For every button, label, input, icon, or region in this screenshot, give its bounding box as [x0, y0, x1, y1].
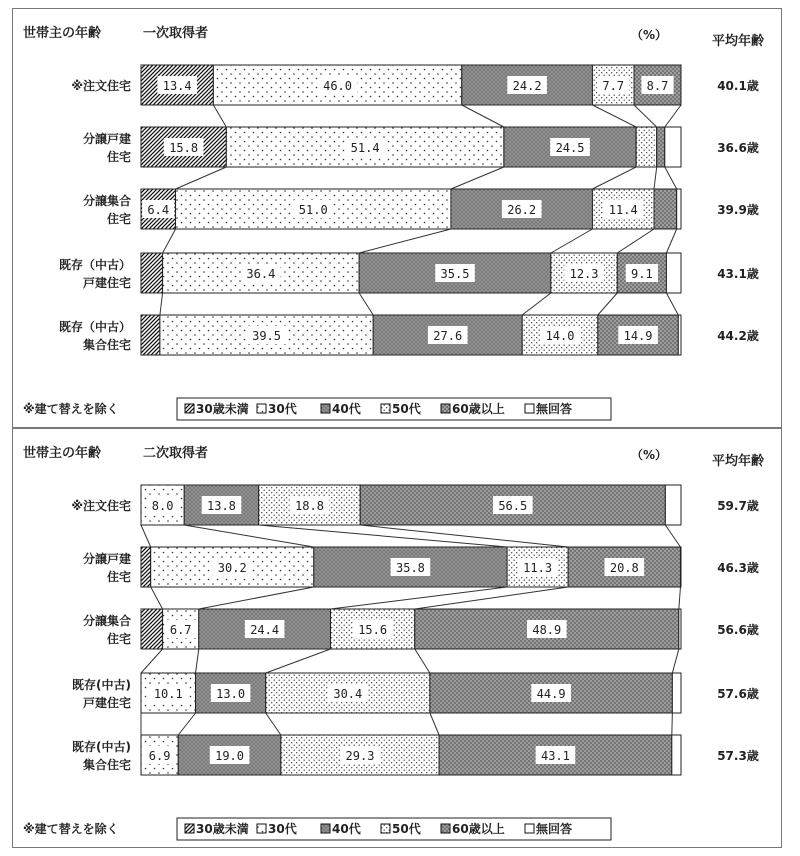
connector-line	[672, 649, 678, 673]
category-label: ※注文住宅	[71, 79, 131, 93]
avg-age-value: 59.7歳	[717, 499, 759, 513]
legend-label: 50代	[392, 402, 421, 416]
connector-line	[430, 713, 439, 735]
avg-age-value: 43.1歳	[717, 267, 759, 281]
legend-swatch-noanswer	[525, 824, 534, 833]
value-label: 7.7	[602, 79, 625, 93]
connector-line	[359, 293, 373, 315]
avg-age-value: 40.1歳	[717, 79, 759, 93]
legend-label: 30歳未満	[196, 402, 249, 416]
legend-swatch-60plus	[441, 404, 450, 413]
value-label: 10.1	[153, 687, 183, 701]
unit-label: （%）	[630, 448, 668, 462]
avg-age-value: 56.6歳	[717, 623, 759, 637]
avg-age-value: 57.3歳	[717, 749, 759, 763]
legend-swatch-50s	[381, 824, 390, 833]
value-label: 14.9	[623, 329, 653, 343]
value-label: 35.5	[440, 267, 470, 281]
value-label: 13.0	[216, 687, 246, 701]
avg-age-value: 39.9歳	[717, 203, 759, 217]
legend-swatch-60plus	[441, 824, 450, 833]
legend-label: 30代	[268, 402, 297, 416]
value-label: 24.5	[555, 141, 585, 155]
value-label: 30.4	[333, 687, 363, 701]
segment-noanswer	[680, 547, 681, 587]
category-label: 住宅	[106, 632, 131, 646]
category-label: 既存（中古）	[58, 320, 131, 334]
category-label: 分譲集合	[82, 194, 131, 208]
category-label: 既存(中古)	[72, 740, 131, 754]
legend-swatch-50s	[381, 404, 390, 413]
avg-age-value: 36.6歳	[717, 141, 759, 155]
value-label: 20.8	[609, 561, 639, 575]
legend-label: 30代	[268, 822, 297, 836]
category-label: ※注文住宅	[71, 499, 131, 513]
category-label: 住宅	[106, 570, 131, 584]
connector-line	[359, 229, 451, 253]
legend-swatch-under30	[185, 404, 194, 413]
segment-noanswer	[665, 485, 681, 525]
connector-line	[462, 105, 504, 127]
segment-60plus	[657, 127, 665, 167]
category-label: 戸建住宅	[82, 696, 131, 710]
value-label: 6.7	[169, 623, 192, 637]
connector-line	[360, 525, 568, 547]
segment-under30	[141, 609, 163, 649]
avg-age-value: 46.3歳	[717, 561, 759, 575]
chart-title: 一次取得者	[143, 26, 209, 41]
value-label: 15.6	[358, 623, 388, 637]
value-label: 15.8	[169, 141, 199, 155]
category-label: 分譲集合	[82, 614, 131, 628]
connector-line	[151, 587, 163, 609]
value-label: 36.4	[246, 267, 276, 281]
connector-line	[266, 713, 281, 735]
segment-noanswer	[672, 735, 681, 775]
connector-line	[592, 167, 636, 189]
value-label: 24.4	[250, 623, 280, 637]
chart-svg-second-time-buyers	[13, 429, 783, 849]
legend-swatch-30s	[257, 404, 266, 413]
connector-line	[634, 105, 657, 127]
footnote: ※建て替えを除く	[23, 822, 119, 836]
value-label: 39.5	[252, 329, 282, 343]
value-label: 51.0	[298, 203, 328, 217]
connector-line	[331, 587, 508, 609]
connector-line	[672, 713, 673, 735]
category-label: 住宅	[106, 150, 131, 164]
connector-line	[213, 105, 226, 127]
connector-line	[160, 293, 163, 315]
segment-noanswer	[677, 189, 681, 229]
legend-label: 無回答	[536, 822, 573, 836]
value-label: 13.8	[207, 499, 236, 513]
value-label: 30.2	[217, 561, 247, 575]
value-label: 6.9	[148, 749, 171, 763]
value-label: 46.0	[323, 79, 353, 93]
value-label: 44.9	[536, 687, 566, 701]
value-label: 11.3	[523, 561, 553, 575]
value-label: 56.5	[498, 499, 528, 513]
value-label: 13.4	[162, 79, 192, 93]
connector-line	[598, 293, 617, 315]
chart-title-left: 世帯主の年齢	[23, 26, 102, 41]
connector-line	[665, 105, 681, 127]
category-label: 住宅	[106, 212, 131, 226]
avg-age-value: 44.2歳	[717, 329, 759, 343]
legend-swatch-40s	[321, 404, 330, 413]
legend-label: 40代	[332, 402, 361, 416]
value-label: 24.2	[512, 79, 542, 93]
connector-line	[592, 105, 636, 127]
connector-line	[666, 293, 678, 315]
connector-line	[654, 167, 657, 189]
connector-line	[665, 167, 677, 189]
chart-panel-second-time-buyers	[12, 428, 782, 848]
value-label: 26.2	[507, 203, 537, 217]
category-label: 既存(中古)	[72, 678, 131, 692]
avg-age-value: 57.6歳	[717, 687, 759, 701]
connector-line	[141, 525, 151, 547]
category-label: 集合住宅	[82, 338, 131, 352]
value-label: 48.9	[532, 623, 562, 637]
legend-label: 40代	[332, 822, 361, 836]
segment-under30	[141, 547, 151, 587]
segment-noanswer	[679, 609, 681, 649]
legend-swatch-30s	[257, 824, 266, 833]
connector-line	[451, 167, 504, 189]
segment-noanswer	[678, 315, 681, 355]
avg-age-header: 平均年齢	[711, 34, 765, 49]
chart-title-left: 世帯主の年齢	[23, 446, 102, 461]
segment-50s	[636, 127, 657, 167]
value-label: 27.6	[433, 329, 463, 343]
category-label: 既存（中古）	[58, 258, 131, 272]
chart-panel-first-time-buyers	[12, 8, 782, 428]
connector-line	[522, 293, 551, 315]
segment-noanswer	[665, 127, 681, 167]
chart-svg-first-time-buyers	[13, 9, 783, 429]
value-label: 8.0	[151, 499, 174, 513]
connector-line	[679, 587, 681, 609]
connector-line	[415, 649, 430, 673]
connector-line	[665, 525, 680, 547]
connector-line	[178, 713, 195, 735]
category-label: 集合住宅	[82, 758, 131, 772]
connector-line	[141, 649, 163, 673]
value-label: 6.4	[147, 203, 170, 217]
legend-swatch-noanswer	[525, 404, 534, 413]
value-label: 18.8	[295, 499, 324, 513]
value-label: 14.0	[545, 329, 575, 343]
legend-label: 60歳以上	[452, 402, 505, 416]
connector-line	[176, 167, 227, 189]
value-label: 43.1	[540, 749, 570, 763]
legend-swatch-under30	[185, 824, 194, 833]
category-label: 分譲戸建	[82, 132, 131, 146]
value-label: 12.3	[569, 267, 599, 281]
legend-label: 30歳未満	[196, 822, 249, 836]
value-label: 51.4	[350, 141, 380, 155]
value-label: 35.8	[396, 561, 425, 575]
connector-line	[196, 649, 199, 673]
segment-under30	[141, 253, 163, 293]
footnote: ※建て替えを除く	[23, 402, 119, 416]
connector-line	[666, 229, 676, 253]
legend-swatch-40s	[321, 824, 330, 833]
legend-label: 60歳以上	[452, 822, 505, 836]
category-label: 戸建住宅	[82, 276, 131, 290]
connector-line	[551, 229, 593, 253]
legend-label: 無回答	[536, 402, 573, 416]
value-label: 11.4	[608, 203, 638, 217]
connector-line	[199, 587, 314, 609]
category-label: 分譲戸建	[82, 552, 131, 566]
connector-line	[415, 587, 568, 609]
value-label: 29.3	[345, 749, 375, 763]
segment-60plus	[654, 189, 677, 229]
value-label: 8.7	[646, 79, 669, 93]
connector-line	[266, 649, 331, 673]
connector-line	[163, 229, 176, 253]
value-label: 9.1	[631, 267, 653, 281]
connector-line	[617, 229, 654, 253]
chart-title: 二次取得者	[143, 446, 209, 461]
value-label: 19.0	[215, 749, 245, 763]
unit-label: （%）	[630, 28, 668, 42]
segment-noanswer	[666, 253, 681, 293]
segment-noanswer	[672, 673, 681, 713]
avg-age-header: 平均年齢	[711, 454, 765, 469]
segment-under30	[141, 315, 160, 355]
legend-label: 50代	[392, 822, 421, 836]
